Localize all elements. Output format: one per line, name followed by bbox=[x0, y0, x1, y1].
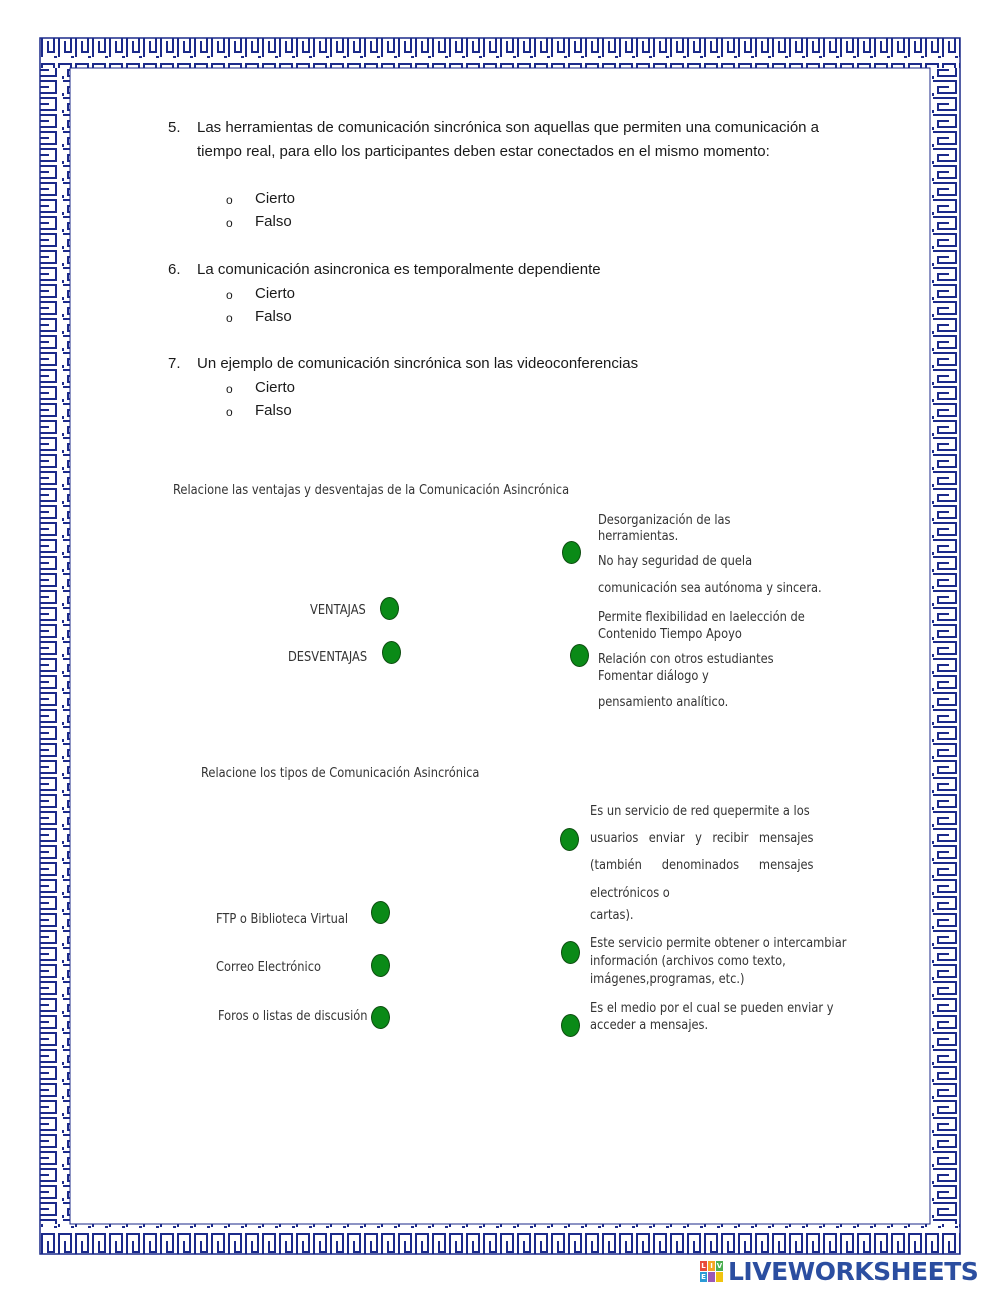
question-text: Un ejemplo de comunicación sincrónica son las videoconferencias bbox=[197, 355, 639, 372]
question-number: 6. bbox=[168, 261, 181, 278]
match2-right-a-line4: electrónicos o bbox=[590, 886, 670, 901]
match-dot-correo[interactable] bbox=[371, 954, 390, 977]
match1-right-a-line2: herramientas. bbox=[598, 529, 679, 544]
question-number: 7. bbox=[168, 355, 181, 372]
match-dot-right-a[interactable] bbox=[560, 828, 579, 851]
circle-bullet-icon: o bbox=[226, 193, 233, 207]
logo-mark-icon: L I V E bbox=[701, 1261, 723, 1281]
logo-text: LIVEWORKSHEETS bbox=[728, 1256, 979, 1286]
match2-right-a-line3: (también denominados mensajes bbox=[590, 858, 814, 873]
circle-bullet-icon: o bbox=[226, 405, 233, 419]
match2-title: Relacione los tipos de Comunicación Asincrónica bbox=[201, 766, 480, 781]
match-dot-right-c[interactable] bbox=[561, 1014, 580, 1037]
match-dot-right-b[interactable] bbox=[570, 644, 589, 667]
question-number: 5. bbox=[168, 119, 181, 136]
liveworksheets-logo bbox=[700, 1258, 978, 1284]
match1-right-a-line4: comunicación sea autónoma y sincera. bbox=[598, 581, 822, 596]
circle-bullet-icon: o bbox=[226, 288, 233, 302]
match2-right-b-line3: imágenes,programas, etc.) bbox=[590, 972, 745, 987]
option-cierto[interactable]: o Cierto bbox=[226, 187, 426, 210]
option-cierto[interactable]: o Cierto bbox=[226, 376, 426, 399]
match2-right-b-line1: Este servicio permite obtener o intercambiar bbox=[590, 936, 847, 951]
match1-left-ventajas: VENTAJAS bbox=[310, 603, 366, 618]
circle-bullet-icon: o bbox=[226, 311, 233, 325]
match-dot-desventajas[interactable] bbox=[382, 641, 401, 664]
match2-right-a-line5: cartas). bbox=[590, 908, 634, 923]
match-dot-right-a[interactable] bbox=[562, 541, 581, 564]
match-dot-ventajas[interactable] bbox=[380, 597, 399, 620]
circle-bullet-icon: o bbox=[226, 216, 233, 230]
option-falso[interactable]: o Falso bbox=[226, 305, 426, 328]
match2-right-b-line2: información (archivos como texto, bbox=[590, 954, 786, 969]
match2-right-c-line1: Es el medio por el cual se pueden enviar y bbox=[590, 1001, 834, 1016]
match2-left-ftp: FTP o Biblioteca Virtual bbox=[216, 912, 349, 927]
match-dot-ftp[interactable] bbox=[371, 901, 390, 924]
question-text: Las herramientas de comunicación sincrónica son aquellas que permiten una comunicación a tiempo real, para ello los participantes deben estar conectados en el mismo momento: bbox=[197, 119, 820, 160]
circle-bullet-icon: o bbox=[226, 382, 233, 396]
match2-left-foros: Foros o listas de discusión bbox=[218, 1009, 368, 1024]
option-falso[interactable]: o Falso bbox=[226, 210, 426, 233]
match-dot-foros[interactable] bbox=[371, 1006, 390, 1029]
match1-right-b-line2: Contenido Tiempo Apoyo bbox=[598, 627, 742, 642]
match1-right-b-line5: pensamiento analítico. bbox=[598, 695, 729, 710]
match1-right-b-line3: Relación con otros estudiantes bbox=[598, 652, 774, 667]
match-dot-right-b[interactable] bbox=[561, 941, 580, 964]
match1-right-a-line1: Desorganización de las bbox=[598, 513, 731, 528]
option-falso[interactable]: o Falso bbox=[226, 399, 426, 422]
match1-left-desventajas: DESVENTAJAS bbox=[288, 650, 368, 665]
match1-title: Relacione las ventajas y desventajas de la Comunicación Asincrónica bbox=[173, 483, 570, 498]
option-cierto[interactable]: o Cierto bbox=[226, 282, 426, 305]
match1-right-a-line3: No hay seguridad de quela bbox=[598, 554, 753, 569]
match2-right-a-line1: Es un servicio de red quepermite a los bbox=[590, 804, 810, 819]
match2-right-c-line2: acceder a mensajes. bbox=[590, 1018, 709, 1033]
match1-right-b-line4: Fomentar diálogo y bbox=[598, 669, 709, 684]
match1-right-b-line1: Permite flexibilidad en laelección de bbox=[598, 610, 805, 625]
question-text: La comunicación asincronica es temporalmente dependiente bbox=[197, 261, 601, 278]
match2-left-correo: Correo Electrónico bbox=[216, 960, 322, 975]
match2-right-a-line2: usuarios enviar y recibir mensajes bbox=[590, 831, 814, 846]
